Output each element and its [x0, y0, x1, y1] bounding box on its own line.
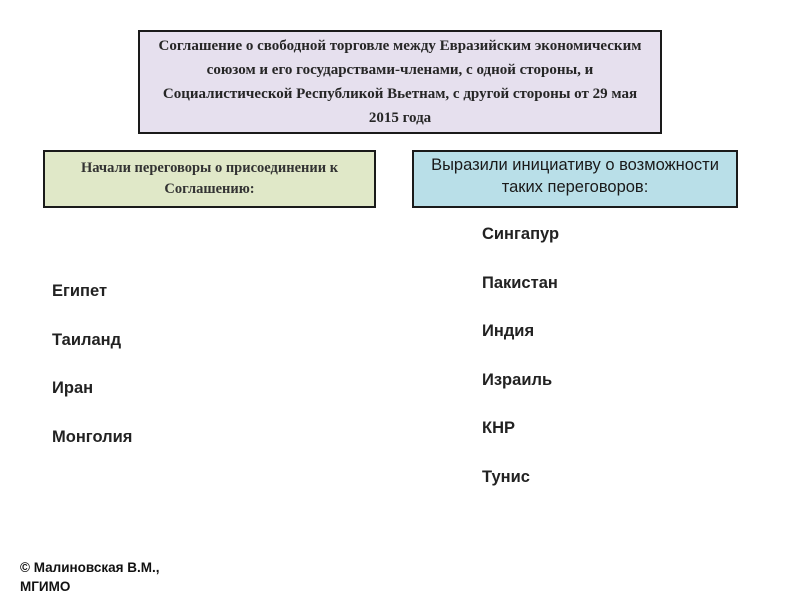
agreement-title-box [138, 30, 662, 134]
negotiating-countries-list [52, 281, 132, 475]
country-pakistan: Пакистан [482, 273, 558, 292]
negotiations-started-heading: Начали переговоры о присоединении к Соглашению: [80, 160, 339, 197]
country-india: Индия [482, 322, 535, 340]
country-singapore: Сингапур [482, 225, 560, 243]
country-mongolia: Монголия [52, 427, 133, 446]
agreement-title: Соглашение о свободной торговле между Евразийским экономическим союзом и его государствами-членами, с одной стороны, и Социалистической Республикой Вьетнам, с другой стороны от 29 мая 2015 года [158, 38, 642, 126]
country-tunisia: Тунис [482, 467, 530, 486]
country-egypt: Египет [52, 282, 108, 300]
copyright-footer [20, 558, 160, 596]
country-china: КНР [482, 419, 515, 437]
copyright-author: © Малиновская В.М., [20, 560, 160, 575]
negotiations-started-box [43, 150, 376, 208]
country-iran: Иран [52, 379, 94, 397]
initiative-expressed-heading: Выразили инициативу о возможности таких переговоров: [431, 156, 719, 196]
country-thailand: Таиланд [52, 330, 122, 349]
copyright-institution: МГИМО [20, 579, 71, 594]
country-israel: Израиль [482, 370, 553, 389]
interested-countries-list [482, 224, 559, 515]
